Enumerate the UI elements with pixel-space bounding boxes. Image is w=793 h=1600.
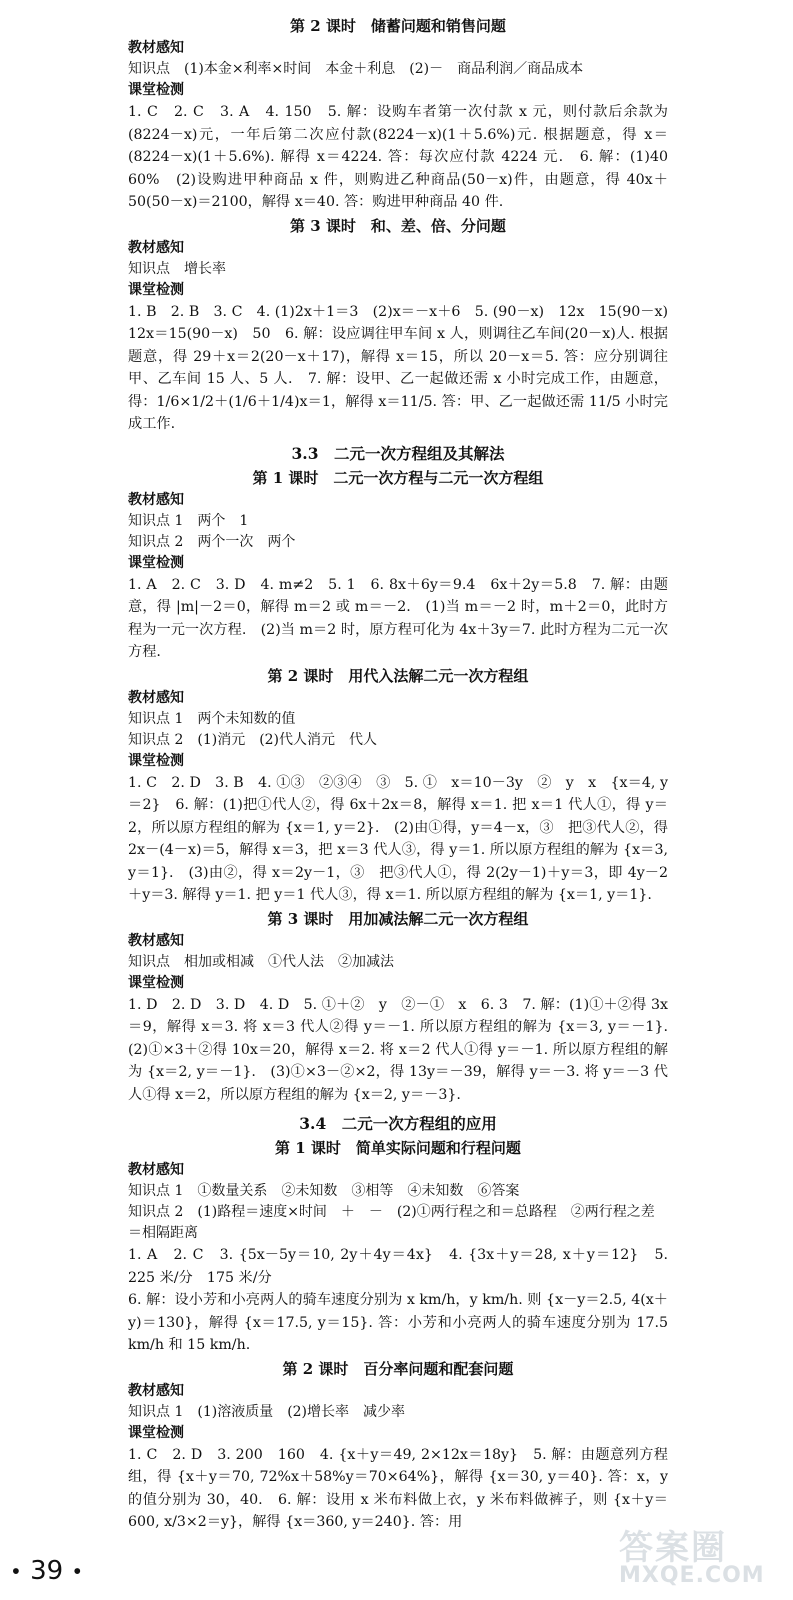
block-label: 教材感知 [128, 932, 184, 949]
knowledge-point: 知识点 2 (1)路程＝速度×时间 ＋ － (2)①两行程之和＝总路程 ②两行程之差＝相隔距离 [128, 1204, 655, 1241]
answer-paragraph: 1. C 2. D 3. 200 160 4. {x＋y＝49, 2×12x＝18y} 5. 解：由题意列方程组，得 {x＋y＝70, 72%x＋58%y＝70×64%}，解得 {x＝30, y＝40}. 答：x，y 的值分别为 30，40. 6. 解：设用 x 米布料做上衣，y 米布料做裤子，则 {x＋y＝600, x/3×2＝y}，解得 {x＝360, y＝240}. 答：用 [128, 1446, 668, 1530]
lesson-heading: 第 3 课时 和、差、倍、分问题 [290, 216, 506, 235]
answer-page [128, 14, 683, 1534]
block-label: 课堂检测 [128, 554, 184, 571]
block-label: 课堂检测 [128, 82, 184, 98]
block-label: 教材感知 [128, 1162, 184, 1178]
block-label: 课堂检测 [128, 281, 184, 298]
lesson-heading: 第 2 课时 用代入法解二元一次方程组 [267, 666, 529, 685]
answer-paragraph: 1. D 2. D 3. D 4. D 5. ①＋② y ②－① x 6. 3 7. 解：(1)①＋②得 3x＝9，解得 x＝3. 将 x＝3 代人②得 y＝－1. 所以原方程组的解为 {x＝3, y＝－1}. (2)①×3＋②得 10x＝20，解得 x＝2. 将 x＝2 代人①得 y＝－1. 所以原方程组的解为 {x＝2, y＝－1}. (3)①×3－②×2，得 13y＝－39，解得 y＝－3. 将 y＝－3 代人①得 x＝2，所以原方程组的解为 {x＝2, y＝－3}. [128, 996, 683, 1103]
answer-paragraph: 6. 解：设小芳和小亮两人的骑车速度分别为 x km/h，y km/h. 则 {x－y＝2.5, 4(x＋y)＝130}，解得 {x＝17.5, y＝15}. 答：小芳和小亮两人的骑车速度分别为 17.5 km/h 和 15 km/h. [128, 1292, 668, 1353]
answer-paragraph: 1. C 2. C 3. A 4. 150 5. 解：设购车者第一次付款 x 元，则付款后余款为(8224－x)元，一年后第二次应付款(8224－x)(1＋5.6%)元. 根据题意，得 x＝(8224－x)(1＋5.6%). 解得 x＝4224. 答：每次应付款 4224 元. 6. 解：(1)40 60% (2)设购进甲种商品 x 件，则购进乙种商品(50－x)件，由题意，得 40x＋50(50－x)＝2100，解得 x＝40. 答：购进甲种商品 40 件. [128, 104, 683, 210]
block-label: 教材感知 [128, 491, 184, 508]
answer-paragraph: 1. C 2. D 3. B 4. ①③ ②③④ ③ 5. ① x＝10－3y ② y x {x＝4, y＝2} 6. 解：(1)把①代人②，得 6x＋2x＝8，解得 x＝1. 把 x＝1 代人①，得 y＝2，所以原方程组的解为 {x＝1, y＝2}. (2)由①得，y＝4－x，③ 把③代人②，得 2x－(4－x)＝5，解得 x＝3，把 x＝3 代人③，得 y＝1. 所以原方程组的解为 {x＝3, y＝1}. (3)由②，得 x＝2y－1，③ 把③代人①，得 2(2y－1)＋y＝3，即 4y－2＋y＝3. 解得 y＝1. 把 y＝1 代人③，得 x＝1. 所以原方程组的解为 {x＝1, y＝1}. [128, 774, 668, 903]
block-label: 课堂检测 [128, 1424, 184, 1441]
block-label: 课堂检测 [128, 974, 184, 991]
block-label: 教材感知 [128, 40, 184, 56]
answer-paragraph: 1. A 2. C 3. D 4. m≠2 5. 1 6. 8x＋6y＝9.4 6x＋2y＝5.8 7. 解：由题意，得 |m|－2＝0，解得 m＝2 或 m＝－2. (1)当 m＝－2 时，m＋2＝0，此时方程为一元一次方程. (2)当 m＝2 时，原方程可化为 4x＋3y＝7. 此时方程为二元一次方程. [128, 576, 668, 660]
knowledge-point: 知识点 1 (1)溶液质量 (2)增长率 减少率 [128, 1403, 406, 1420]
knowledge-point: 知识点 1 ①数量关系 ②未知数 ③相等 ④未知数 ⑥答案 [128, 1183, 520, 1199]
lesson-heading: 第 2 课时 百分率问题和配套问题 [282, 1359, 514, 1378]
knowledge-point: 知识点 2 两个一次 两个 [128, 533, 296, 550]
section-heading: 3.4 二元一次方程组的应用 [299, 1114, 497, 1133]
lesson-heading: 第 1 课时 二元一次方程与二元一次方程组 [252, 468, 544, 487]
watermark-logo: 答案圈 MXQE.COM [619, 1528, 765, 1588]
block-label: 教材感知 [128, 1382, 184, 1399]
knowledge-point: 知识点 增长率 [128, 260, 226, 277]
block-label: 教材感知 [128, 689, 184, 706]
knowledge-point: 知识点 1 两个未知数的值 [128, 710, 296, 727]
lesson-heading: 第 3 课时 用加减法解二元一次方程组 [267, 909, 529, 928]
block-label: 教材感知 [128, 239, 184, 256]
section-heading: 3.3 二元一次方程组及其解法 [291, 443, 505, 463]
page-number: • 39 • [10, 1556, 84, 1586]
answer-paragraph: 1. A 2. C 3. {5x－5y＝10, 2y＋4y＝4x} 4. {3x＋y＝28, x＋y＝12} 5. 225 米/分 175 米/分 [128, 1247, 668, 1286]
knowledge-point: 知识点 相加或相减 ①代人法 ②加减法 [128, 953, 394, 970]
answer-paragraph: 1. B 2. B 3. C 4. (1)2x＋1＝3 (2)x＝－x＋6 5. (90－x) 12x 15(90－x) 12x＝15(90－x) 50 6. 解：设应调往甲车间 x 人，则调往乙车间(20－x)人. 根据题意，得 29＋x＝2(20－x＋17)，解得 x＝15，所以 20－x＝5. 答：应分别调往甲、乙车间 15 人、5 人. 7. 解：设甲、乙一起做还需 x 小时完成工作，由题意，得：1/6×1/2＋(1/6＋1/4)x＝1，解得 x＝11/5. 答：甲、乙一起做还需 11/5 小时完成工作. [128, 303, 683, 432]
lesson-heading: 第 1 课时 简单实际问题和行程问题 [275, 1139, 521, 1157]
block-label: 课堂检测 [128, 752, 184, 769]
knowledge-point: 知识点 1 两个 1 [128, 512, 249, 529]
lesson-heading: 第 2 课时 储蓄问题和销售问题 [290, 17, 506, 35]
knowledge-point: 知识点 2 (1)消元 (2)代人消元 代人 [128, 731, 378, 748]
knowledge-point: 知识点 (1)本金×利率×时间 本金＋利息 (2)－ 商品利润／商品成本 [128, 61, 584, 77]
